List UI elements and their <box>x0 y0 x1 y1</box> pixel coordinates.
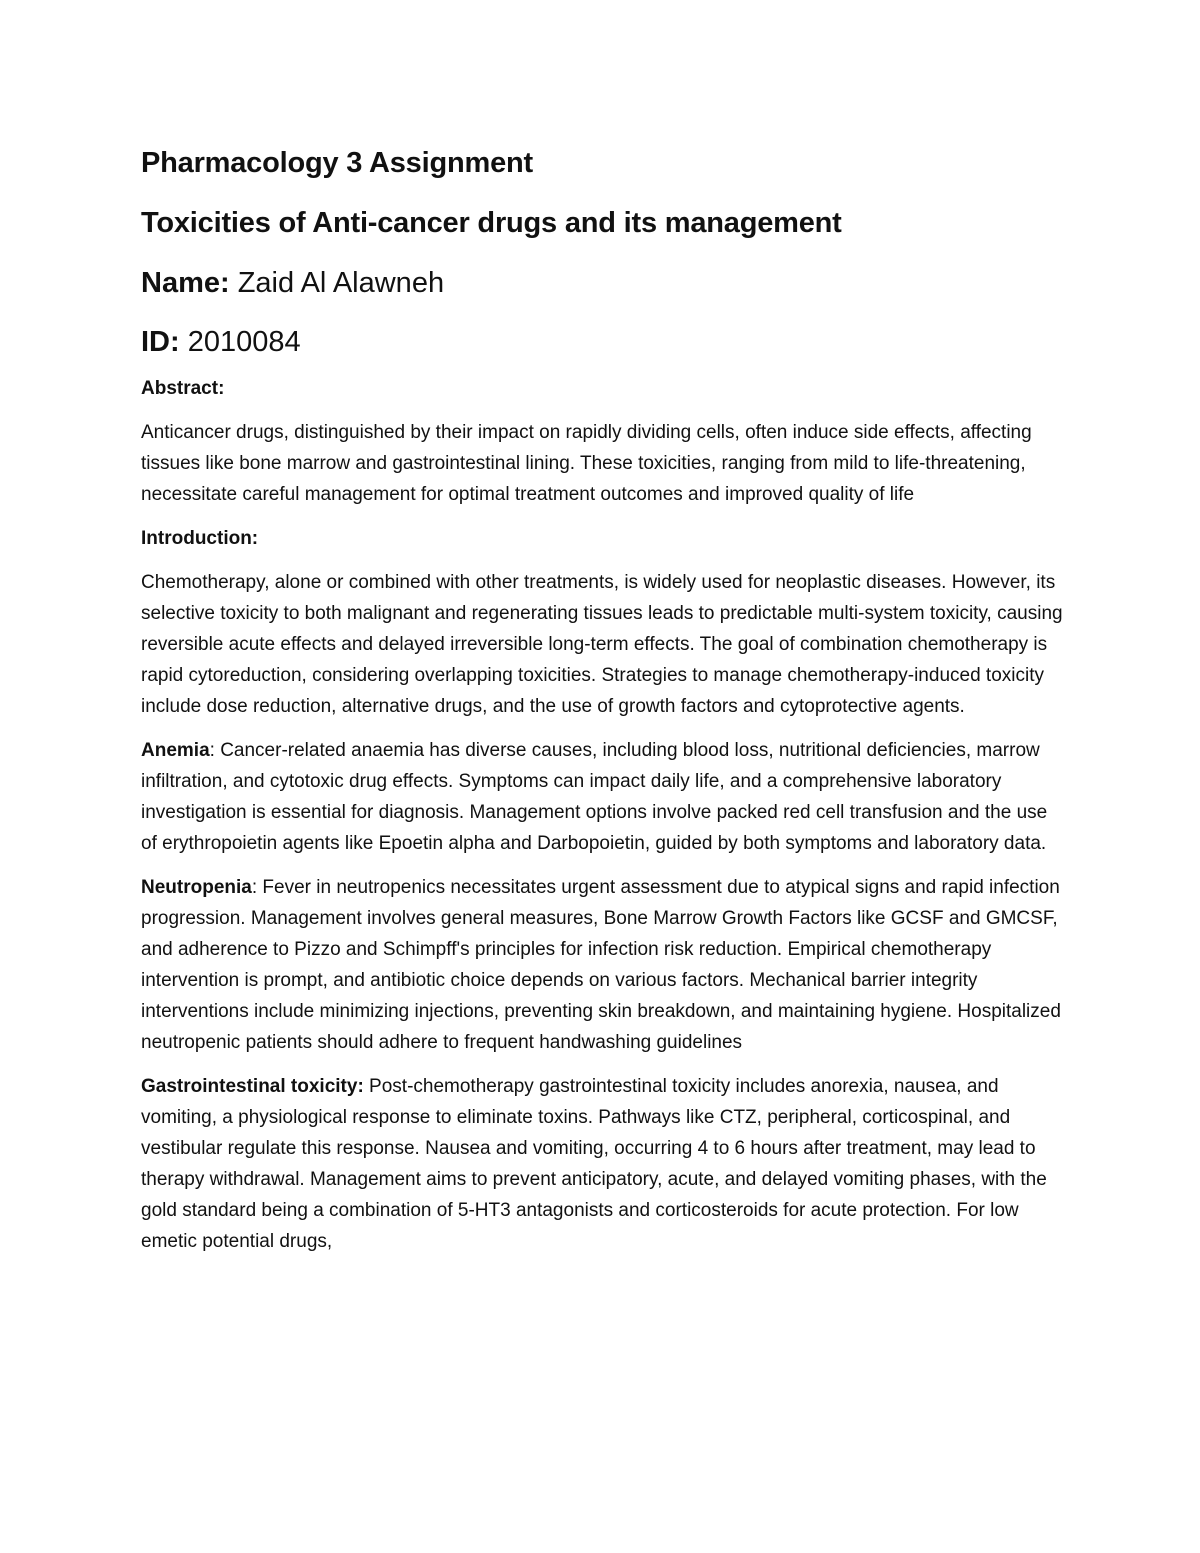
anemia-label: Anemia <box>141 740 210 761</box>
abstract-paragraph: Anticancer drugs, distinguished by their impact on rapidly dividing cells, often induce side effects, affecting tissues like bone marrow and gastrointestinal lining. These toxicities, ranging from mild to life-threatening, necessitate careful management for optimal treatment outcomes and improved quality of life <box>141 422 1032 505</box>
gastrointestinal-paragraph <box>141 1071 1066 1257</box>
name-value: Zaid Al Alawneh <box>229 267 445 299</box>
anemia-text: : Cancer-related anaemia has diverse causes, including blood loss, nutritional deficiencies, marrow infiltration, and cytotoxic drug effects. Symptoms can impact daily life, and a comprehensive laboratory investigation is essential for diagnosis. Management options involve packed red cell transfusion and the use of erythropoietin agents like Epoetin alpha and Darbopoietin, guided by both symptoms and laboratory data. <box>141 740 1048 854</box>
anemia-paragraph <box>141 735 1066 859</box>
neutropenia-paragraph <box>141 872 1066 1058</box>
name-label: Name: <box>141 267 230 299</box>
document-subtitle: Toxicities of Anti-cancer drugs and its management <box>141 207 842 239</box>
introduction-heading: Introduction: <box>141 528 259 549</box>
id-value: 2010084 <box>179 326 301 358</box>
student-id-line <box>141 323 1066 361</box>
author-name-line <box>141 264 1066 302</box>
document-body <box>141 144 1066 1270</box>
id-label: ID: <box>141 326 180 358</box>
neutropenia-label: Neutropenia <box>141 877 252 898</box>
document-title: Pharmacology 3 Assignment <box>141 147 533 179</box>
introduction-paragraph: Chemotherapy, alone or combined with other treatments, is widely used for neoplastic diseases. However, its selective toxicity to both malignant and regenerating tissues leads to predictable multi-system toxicity, causing reversible acute effects and delayed irreversible long-term effects. The goal of combination chemotherapy is rapid cytoreduction, considering overlapping toxicities. Strategies to manage chemotherapy-induced toxicity include dose reduction, alternative drugs, and the use of growth factors and cytoprotective agents. <box>141 572 1063 717</box>
gastrointestinal-label: Gastrointestinal toxicity: <box>141 1076 364 1097</box>
abstract-heading: Abstract: <box>141 378 225 399</box>
neutropenia-text: : Fever in neutropenics necessitates urgent assessment due to atypical signs and rapid infection progression. Management involves general measures, Bone Marrow Growth Factors like GCSF and GMCSF, and adherence to Pizzo and Schimpff's principles for infection risk reduction. Empirical chemotherapy intervention is prompt, and antibiotic choice depends on various factors. Mechanical barrier integrity interventions include minimizing injections, preventing skin breakdown, and maintaining hygiene. Hospitalized neutropenic patients should adhere to frequent handwashing guidelines <box>141 877 1061 1053</box>
gastrointestinal-text: Post-chemotherapy gastrointestinal toxicity includes anorexia, nausea, and vomiting, a physiological response to eliminate toxins. Pathways like CTZ, peripheral, corticospinal, and vestibular regulate this response. Nausea and vomiting, occurring 4 to 6 hours after treatment, may lead to therapy withdrawal. Management aims to prevent anticipatory, acute, and delayed vomiting phases, with the gold standard being a combination of 5-HT3 antagonists and corticosteroids for acute protection. For low emetic potential drugs, <box>141 1076 1047 1252</box>
